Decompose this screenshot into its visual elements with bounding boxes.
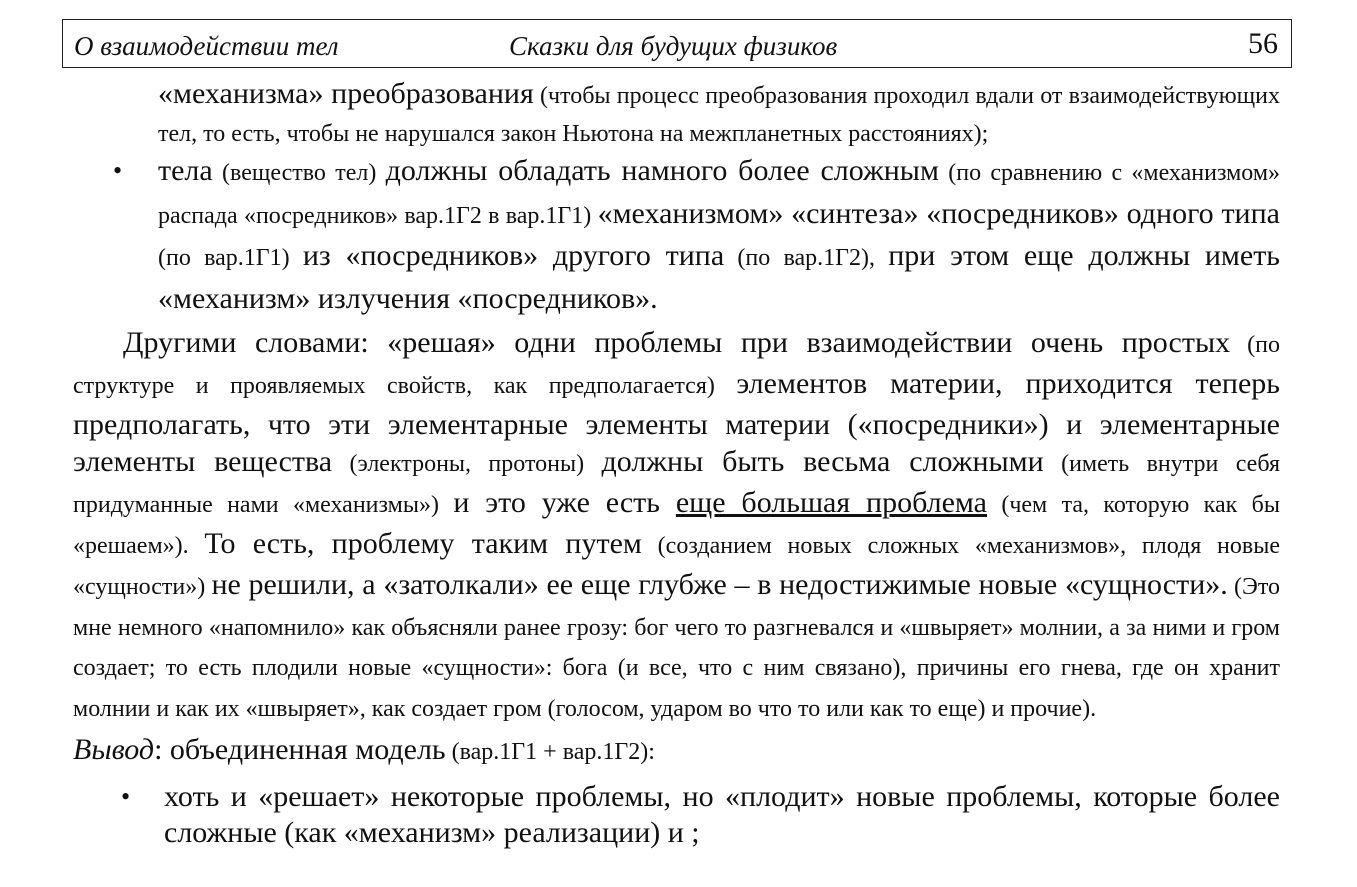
text-aside: (по вар.1Г2), [724,245,889,271]
continuation-main: «механизма» преобразования [158,77,534,110]
text-aside: (по структуре и проявляемых свойств, как предполагается) [73,332,1280,399]
page-header [62,19,1292,68]
body-paragraph [73,324,1280,729]
header-book-title: Сказки для будущих физиков [509,31,838,61]
conclusion-label: Вывод [73,732,155,766]
text-aside: (Это мне немного «напомнило» как объясняли ранее грозу: бог чего то разгневался и «швыряет» молнии, а за ними и гром создает; то есть плодили новые «сущности»: бога (и все, что с ним связано), причины его гнева, где он хранит молнии и как их «швыряет», как создает гром (голосом, ударом во что то или как то еще) и прочие). [73,573,1280,723]
text-span: и это уже есть [453,486,676,520]
text-span: должны быть весьма сложными [601,445,1044,479]
bullet-icon: • [121,781,131,811]
list-item [73,152,1280,322]
list-item-text: хоть и «решает» некоторые проблемы, но «плодит» новые проблемы, которые более сложные (как «механизм» реализации) и ; [164,779,1280,849]
text-aside: (вар.1Г1 + вар.1Г2): [445,738,655,765]
text-aside: (по сравнению с «механизмом» распада «посредников» вар.1Г2 в вар.1Г1) [158,160,1281,229]
text-span: не решили, а «затолкали» ее еще глубже – в недостижимые новые «сущности». [211,567,1228,601]
text-aside: (созданием новых сложных «механизмов», плодя новые «сущности») [73,532,1280,600]
text-span: элементов материи, приходится теперь предполагать, что эти элементарные элементы материи («посредники») и элементарные элементы вещества [73,366,1280,479]
text-span: То есть, проблему таким путем [204,526,642,560]
continuation-aside: (чтобы процесс преобразования проходил вдали от взаимодействующих тел, то есть, чтобы не нарушался закон Ньютона на межпланетных расстояниях); [158,83,1280,147]
text-span: из «посредников» другого типа [302,239,725,272]
list-item-text [158,152,1280,322]
bullet-icon: • [113,156,123,185]
text-span: должны обладать намного более сложным [385,154,939,187]
text-span: Другими словами: «решая» одни проблемы при взаимодействии очень простых [123,326,1231,359]
text-aside: (вещество тел) [212,160,386,186]
text-aside: (чем та, которую как бы «решаем»). [73,492,1280,559]
continuation-text [73,76,1280,152]
header-section-title: О взаимодействии тел [74,31,339,61]
text-span: «механизмом» «синтеза» «посредников» одного типа [597,196,1280,230]
text-aside: (иметь внутри себя придуманные нами «механизмы») [73,451,1280,519]
text-span: : объединенная модель [154,732,446,766]
text-span: при этом еще должны иметь «механизм» излучения «посредников». [158,239,1280,315]
list-item [73,779,1280,851]
text-aside: (электроны, протоны) [332,451,602,478]
conclusion-line [73,731,1280,771]
page-number: 56 [1248,27,1278,60]
text-span: тела [158,154,213,187]
text-aside: (по вар.1Г1) [158,245,303,271]
underlined-phrase: еще большая проблема [675,486,987,520]
page-body [73,76,1280,851]
